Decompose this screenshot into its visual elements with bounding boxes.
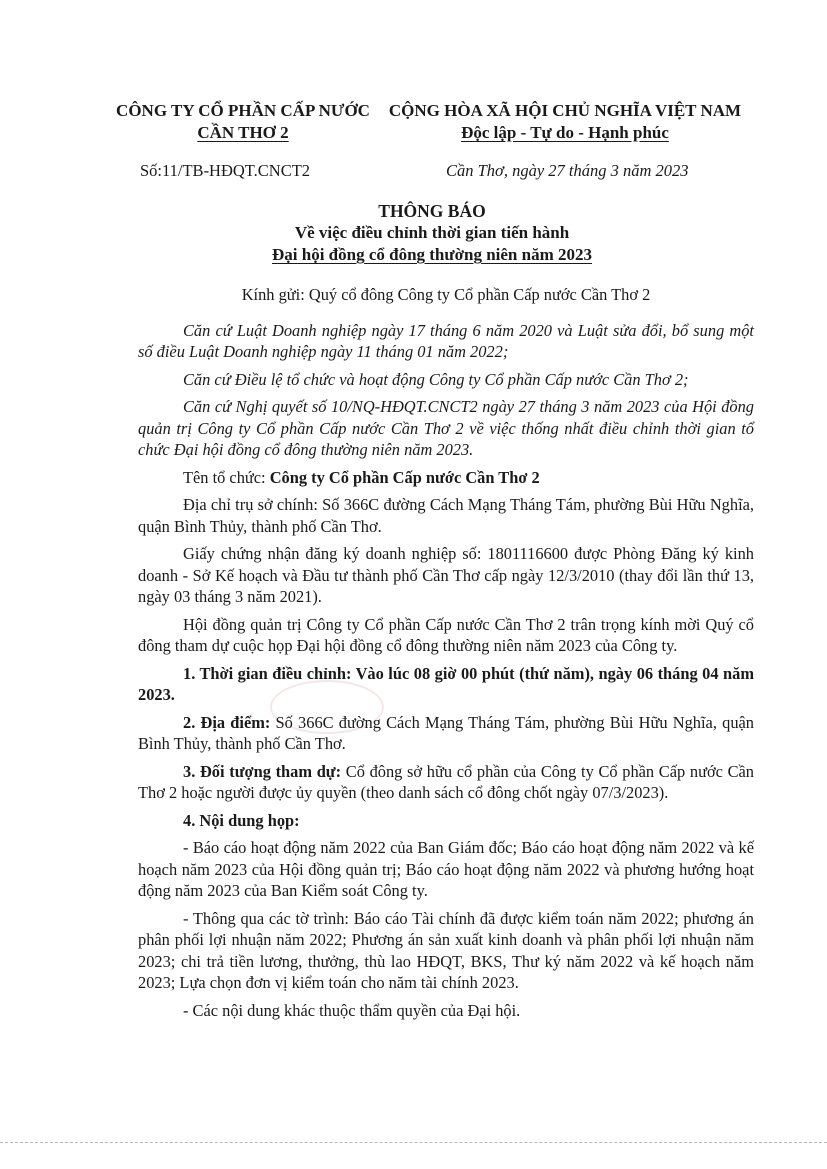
document-header bbox=[0, 100, 827, 190]
agenda-item-2: - Thông qua các tờ trình: Báo cáo Tài chính đã được kiểm toán năm 2022; phương án phân phối lợi nhuận năm 2022; Phương án sản xuất kinh doanh và phân phối lợi nhuận năm 2023; chi trả tiền lương, thưởng, thù lao HĐQT, BKS, Thư ký năm 2022 và kế hoạch năm 2023; Lựa chọn đơn vị kiểm toán cho năm tài chính 2023. bbox=[138, 908, 754, 992]
item-time: 1. Thời gian điều chỉnh: Vào lúc 08 giờ 00 phút (thứ năm), ngày 06 tháng 04 năm 2023. bbox=[138, 663, 754, 704]
title-block bbox=[112, 200, 752, 266]
basis-2: Căn cứ Điều lệ tổ chức và hoạt động Công ty Cổ phần Cấp nước Cần Thơ 2; bbox=[183, 369, 689, 389]
org-name-line: Tên tổ chức: Công ty Cổ phần Cấp nước Cần Thơ 2 bbox=[183, 467, 540, 487]
nation-title: CỘNG HÒA XÃ HỘI CHỦ NGHĨA VIỆT NAM bbox=[388, 101, 742, 120]
item-agenda-heading: 4. Nội dung họp: bbox=[183, 810, 300, 830]
document-number: Số:11/TB-HĐQT.CNCT2 bbox=[140, 161, 311, 180]
item-attendees: 3. Đối tượng tham dự: Cổ đông sở hữu cổ phần của Công ty Cổ phần Cấp nước Cần Thơ 2 hoặc người được ủy quyền (theo danh sách cổ đông chốt ngày 07/3/2023). bbox=[138, 761, 754, 802]
basis-1: Căn cứ Luật Doanh nghiệp ngày 17 tháng 6 năm 2020 và Luật sửa đổi, bổ sung một số điều Luật Doanh nghiệp ngày 11 tháng 01 năm 2022; bbox=[138, 320, 754, 361]
invitation-paragraph: Hội đồng quản trị Công ty Cổ phần Cấp nước Cần Thơ 2 trân trọng kính mời Quý cổ đông tham dự cuộc họp Đại hội đồng cổ đông thường niên năm 2023 của Công ty. bbox=[138, 614, 754, 655]
motto: Độc lập - Tự do - Hạnh phúc bbox=[461, 123, 669, 142]
address-paragraph: Địa chỉ trụ sở chính: Số 366C đường Cách Mạng Tháng Tám, phường Bùi Hữu Nghĩa, quận Bình Thủy, thành phố Cần Thơ. bbox=[138, 495, 754, 536]
company-name-line1: CÔNG TY CỔ PHẦN CẤP NƯỚC bbox=[116, 101, 370, 120]
page-bottom-divider bbox=[0, 1142, 827, 1143]
item-location: 2. Địa điểm: Số 366C đường Cách Mạng Tháng Tám, phường Bùi Hữu Nghĩa, quận Bình Thủy, thành phố Cần Thơ. bbox=[138, 712, 754, 753]
company-name-line2: CẦN THƠ 2 bbox=[197, 123, 289, 142]
subtitle-line1: Về việc điều chỉnh thời gian tiến hành bbox=[294, 223, 570, 242]
basis-3: Căn cứ Nghị quyết số 10/NQ-HĐQT.CNCT2 ngày 27 tháng 3 năm 2023 của Hội đồng quản trị Công ty Cổ phần Cấp nước Cần Thơ 2 về việc thống nhất điều chỉnh thời gian tổ chức Đại hội đồng cổ đông thường niên năm 2023. bbox=[138, 397, 754, 459]
document-title: THÔNG BÁO bbox=[378, 201, 486, 221]
agenda-item-1: - Báo cáo hoạt động năm 2022 của Ban Giám đốc; Báo cáo hoạt động năm 2022 và kế hoạch năm 2023 của Hội đồng quản trị; Báo cáo hoạt động năm 2022 và phương hướng hoạt động năm 2023 của Ban Kiểm soát Công ty. bbox=[138, 838, 754, 900]
subtitle-line2: Đại hội đồng cổ đông thường niên năm 2023 bbox=[271, 245, 593, 264]
agenda-item-3: - Các nội dung khác thuộc thẩm quyền của Đại hội. bbox=[183, 1000, 521, 1020]
license-paragraph: Giấy chứng nhận đăng ký doanh nghiệp số: 1801116600 được Phòng Đăng ký kinh doanh - Sở Kế hoạch và Đầu tư thành phố Cần Thơ cấp ngày 12/3/2010 (thay đổi lần thứ 13, ngày 03 tháng 3 năm 2021). bbox=[138, 544, 754, 606]
document-date: Cần Thơ, ngày 27 tháng 3 năm 2023 bbox=[446, 161, 689, 180]
company-block bbox=[112, 100, 374, 144]
recipient-line: Kính gửi: Quý cổ đông Công ty Cổ phần Cấp nước Cần Thơ 2 bbox=[241, 285, 651, 304]
nation-block bbox=[380, 100, 750, 144]
document-body bbox=[138, 284, 754, 1027]
